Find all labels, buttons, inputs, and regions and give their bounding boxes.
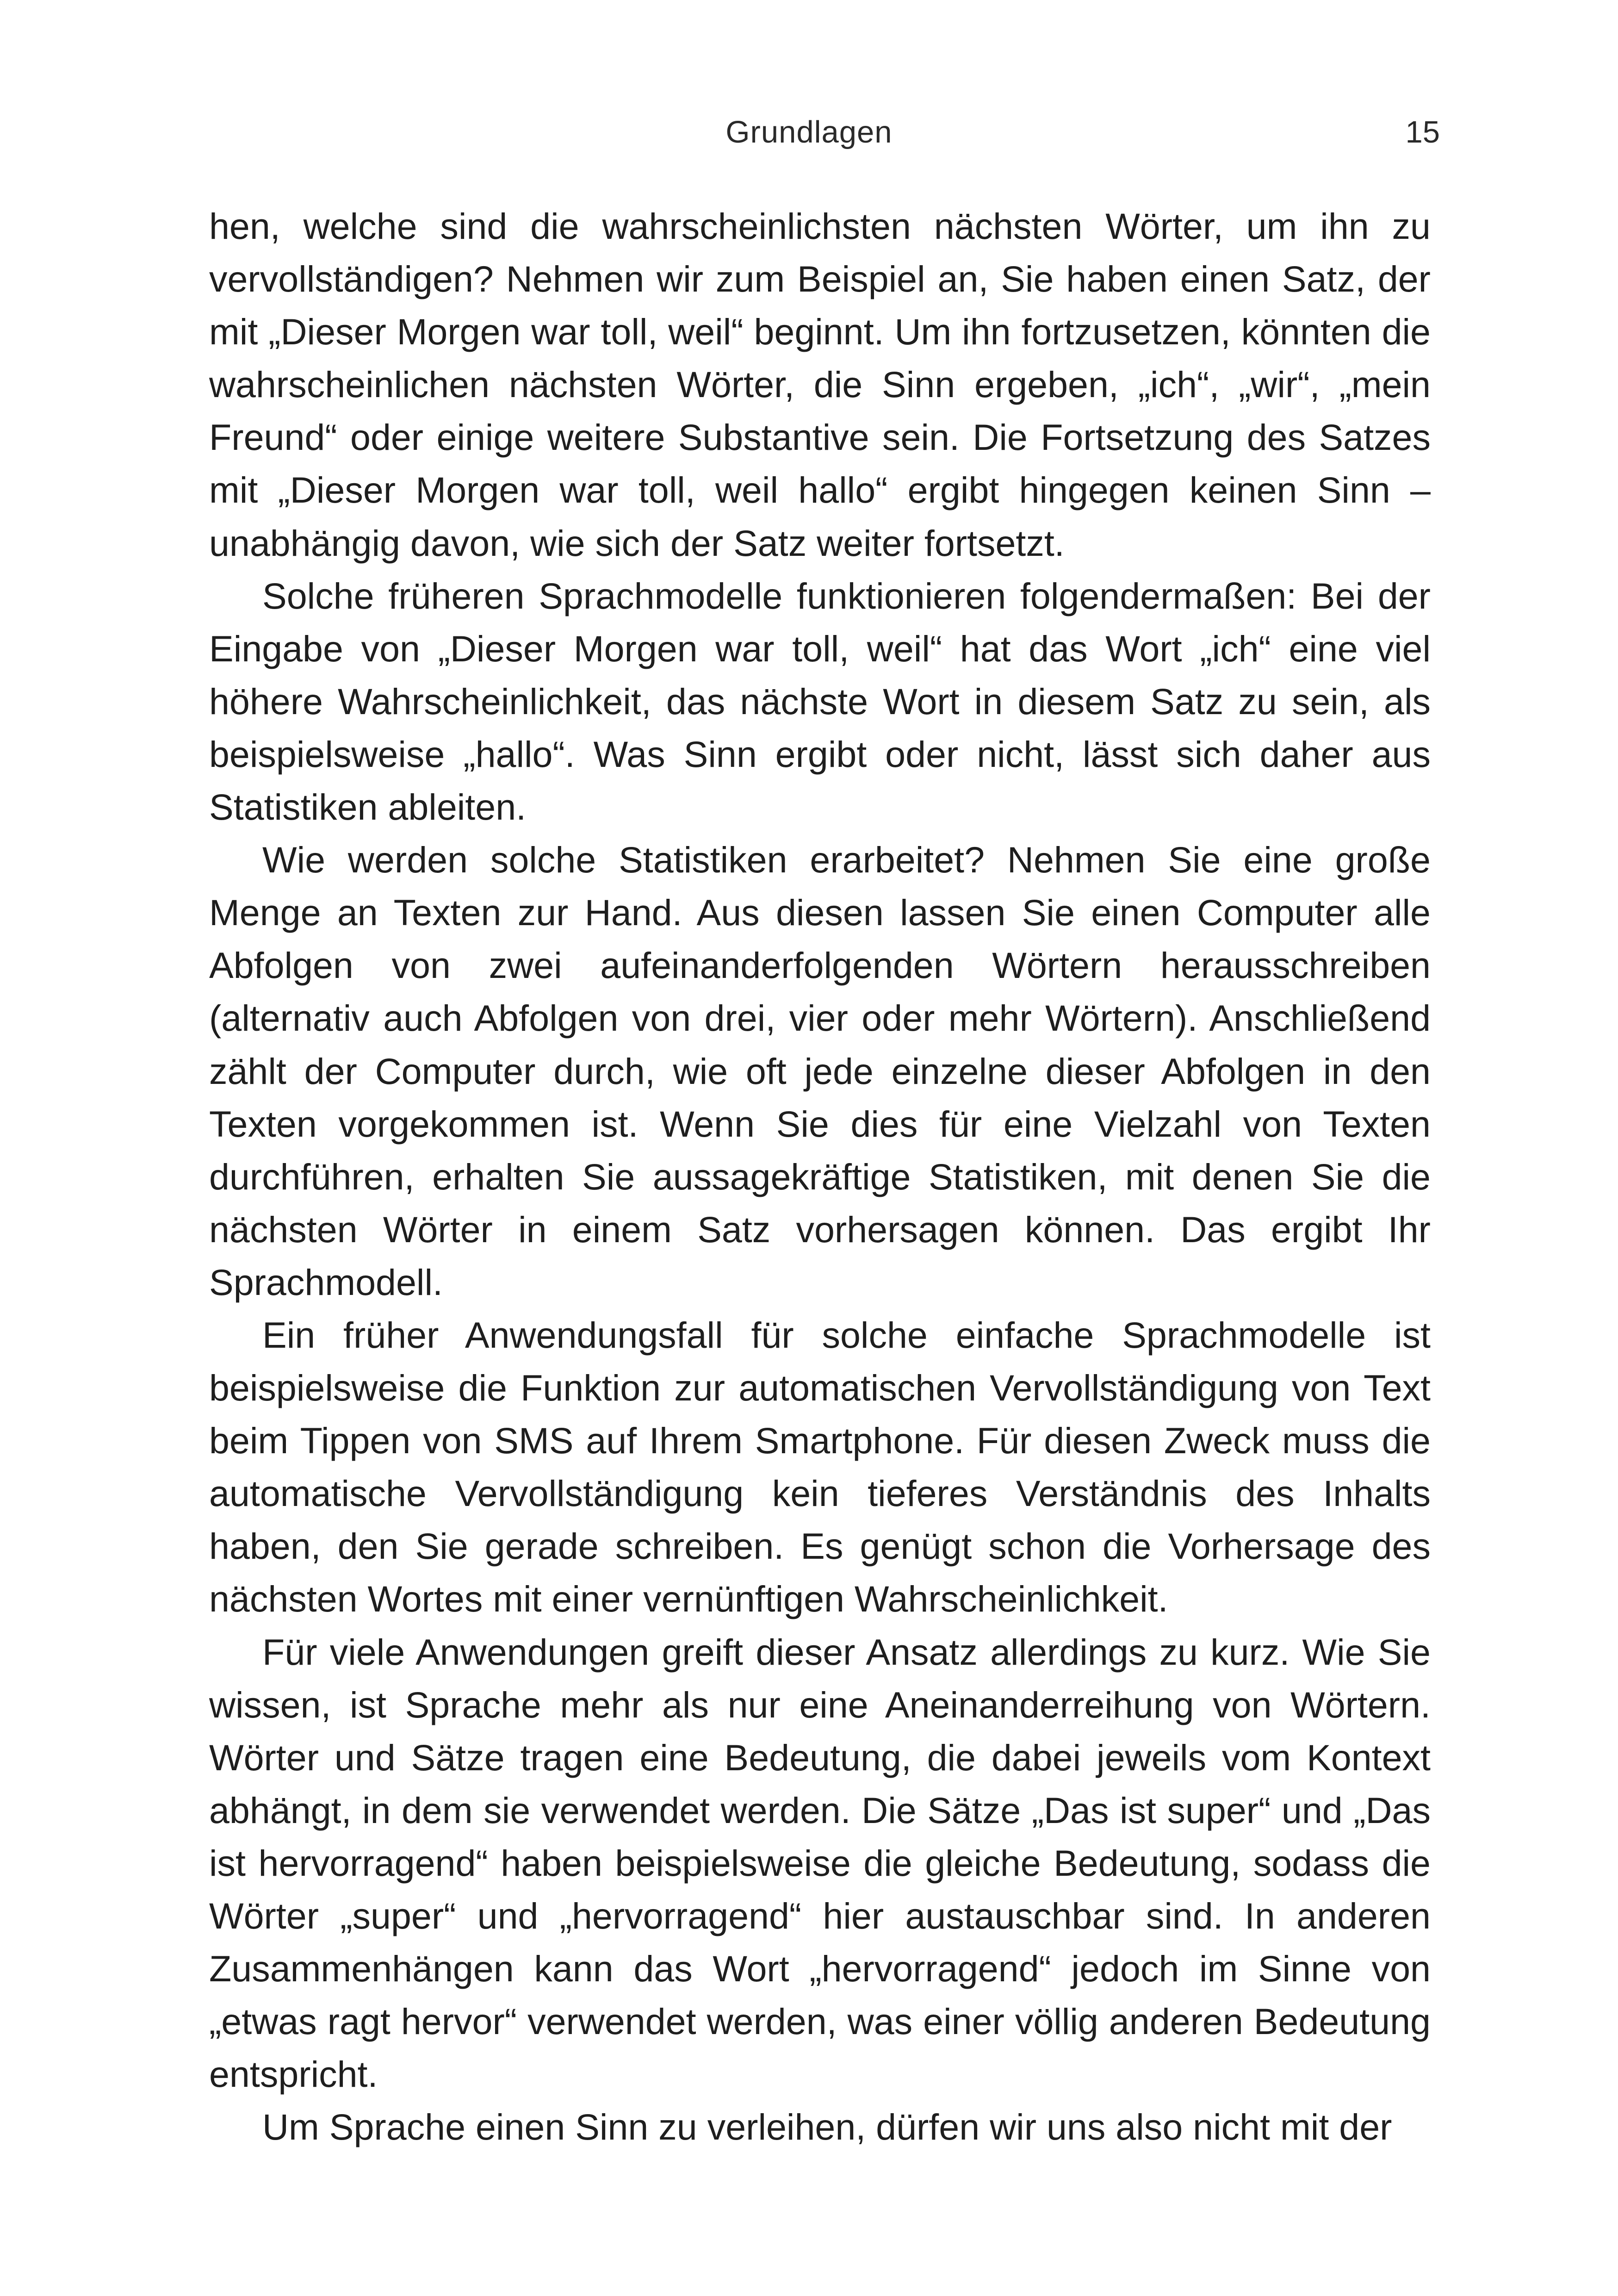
running-title: Grundlagen	[725, 115, 893, 149]
paragraph-6: Um Sprache einen Sinn zu verleihen, dürfen wir uns also nicht mit der	[262, 2106, 1392, 2148]
page-number: 15	[1405, 115, 1440, 149]
running-head	[0, 109, 1618, 156]
paragraph-3: Wie werden solche Statistiken erarbeitet? Nehmen Sie eine große Menge an Texten zur Hand. Aus diesen lassen Sie einen Computer alle Abfolgen von zwei aufeinanderfolgenden Wörtern herausschreiben (alternativ auch Abfolgen von drei, vier oder mehr Wörtern). Anschließend zählt der Computer durch, wie oft jede einzelne dieser Abfolgen in den Texten vorgekommen ist. Wenn Sie dies für eine Vielzahl von Texten durchführen, erhalten Sie aussagekräftige Statistiken, mit denen Sie die nächsten Wörter in einem Satz vorhersagen können. Das ergibt Ihr Sprachmodell.	[209, 839, 1431, 1303]
paragraph-4: Ein früher Anwendungsfall für solche einfache Sprachmodelle ist beispielsweise die Funktion zur automatischen Vervollständigung von Text beim Tippen von SMS auf Ihrem Smartphone. Für diesen Zweck muss die automatische Vervollständigung kein tieferes Verständnis des Inhalts haben, den Sie gerade schreiben. Es genügt schon die Vorhersage des nächsten Wortes mit einer vernünftigen Wahrscheinlichkeit.	[209, 1314, 1431, 1620]
paragraph-5: Für viele Anwendungen greift dieser Ansatz allerdings zu kurz. Wie Sie wissen, ist Sprache mehr als nur eine Aneinanderreihung von Wörtern. Wörter und Sätze tragen eine Bedeutung, die dabei jeweils vom Kontext abhängt, in dem sie verwendet werden. Die Sätze „Das ist super“ und „Das ist hervorragend“ haben beispielsweise die gleiche Bedeutung, sodass die Wörter „super“ und „hervorragend“ hier austauschbar sind. In anderen Zusammenhängen kann das Wort „hervorragend“ jedoch im Sinne von „etwas ragt hervor“ verwendet werden, was einer völlig anderen Bedeutung entspricht.	[209, 1631, 1431, 2095]
body-text	[209, 200, 1431, 2153]
paragraph-1: hen, welche sind die wahrscheinlichsten nächsten Wörter, um ihn zu vervollständigen? Nehmen wir zum Beispiel an, Sie haben einen Satz, der mit „Dieser Morgen war toll, weil“ beginnt. Um ihn fortzusetzen, könnten die wahrscheinlichen nächsten Wörter, die Sinn ergeben, „ich“, „wir“, „mein Freund“ oder einige weitere Substantive sein. Die Fortsetzung des Satzes mit „Dieser Morgen war toll, weil hallo“ ergibt hingegen keinen Sinn – unabhängig davon, wie sich der Satz weiter fortsetzt.	[209, 205, 1431, 564]
paragraph-2: Solche früheren Sprachmodelle funktionieren folgendermaßen: Bei der Eingabe von „Dieser Morgen war toll, weil“ hat das Wort „ich“ eine viel höhere Wahrscheinlichkeit, das nächste Wort in diesem Satz zu sein, als beispielsweise „hallo“. Was Sinn ergibt oder nicht, lässt sich daher aus Statistiken ableiten.	[209, 575, 1431, 828]
